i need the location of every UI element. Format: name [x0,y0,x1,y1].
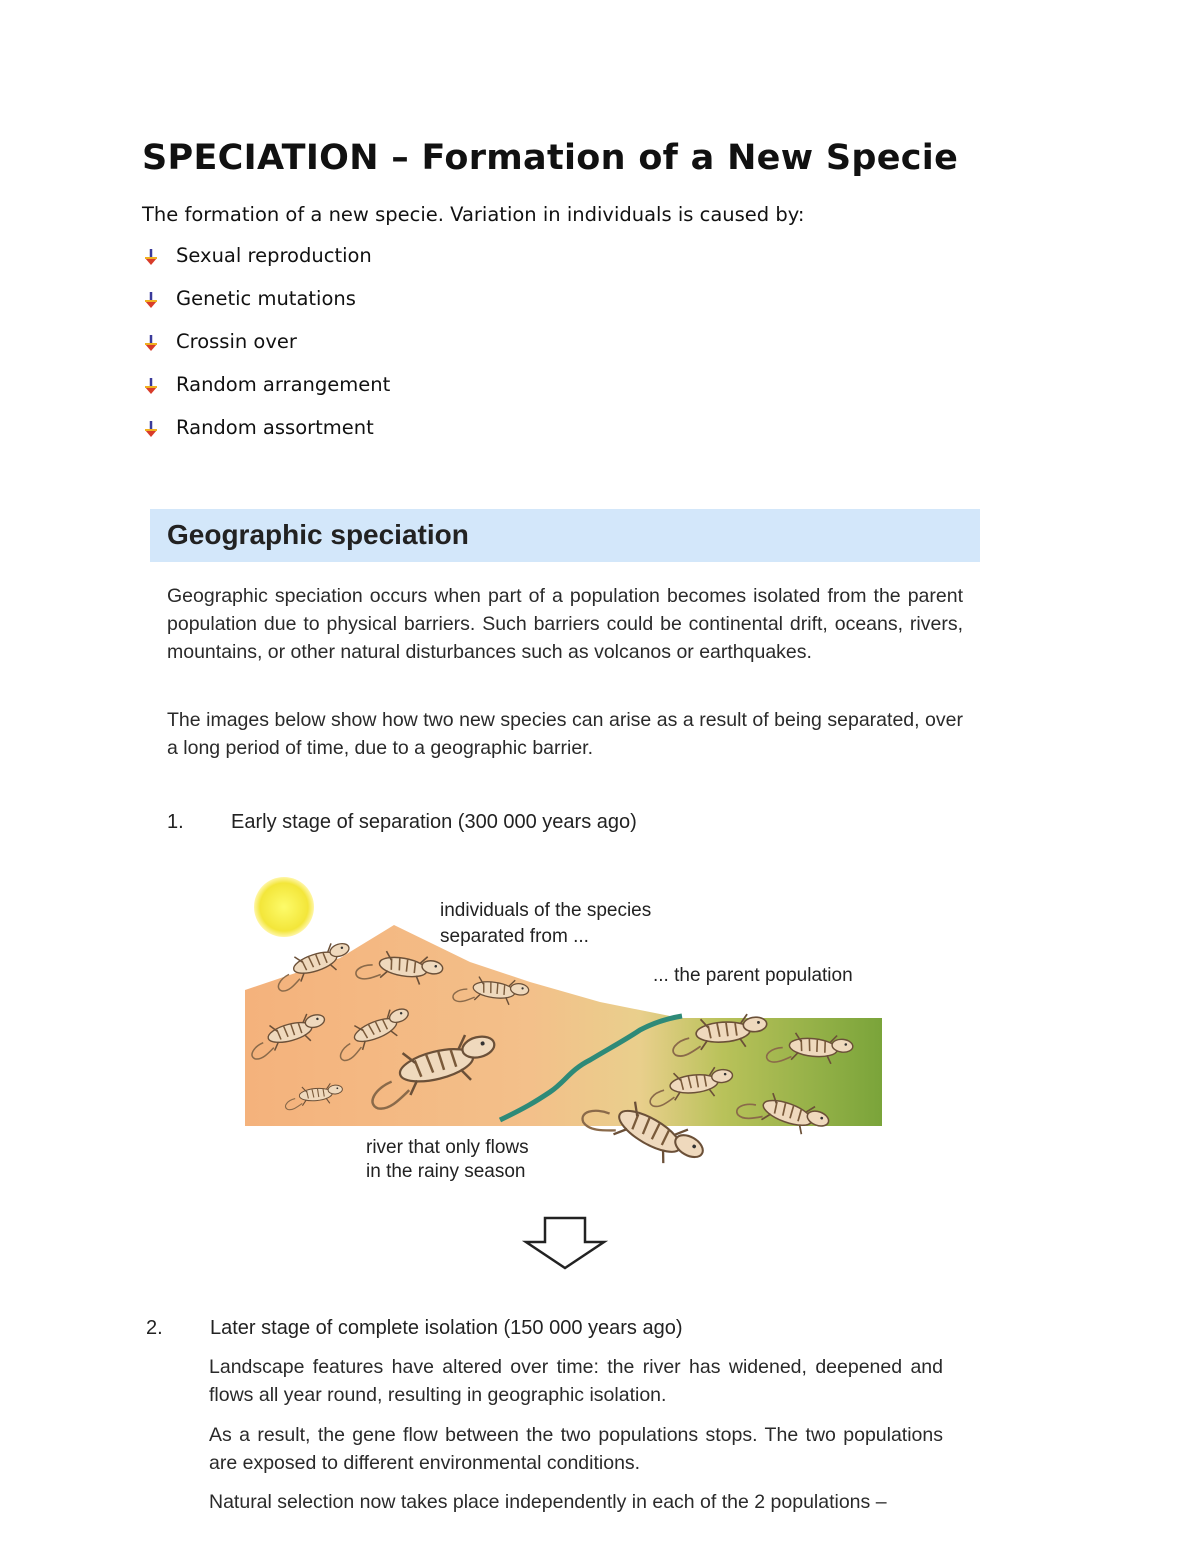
page-title: SPECIATION – Formation of a New Specie [142,138,959,178]
arrow-down-bullet-icon [142,420,160,438]
step-number: 2. [146,1317,163,1339]
label-separated-line2: separated from ... [440,926,589,947]
step-1-heading [167,811,637,834]
list-item-text: Crossin over [176,330,297,353]
list-item-text: Sexual reproduction [176,244,372,267]
figure-paragraph-4: As a result, the gene flow between the two populations stops. The two populations are exposed to different environmental conditions. [209,1424,943,1474]
list-item [142,330,390,373]
arrow-down-bullet-icon [142,334,160,352]
list-item [142,244,390,287]
arrow-down-bullet-icon [142,248,160,266]
variation-causes-list [142,244,390,459]
list-item [142,287,390,330]
figure-paragraph-1: Geographic speciation occurs when part of a population becomes isolated from the parent population due to physical barriers. Such barriers could be continental drift, oceans, rivers, mountains, or other natural disturbances such as volcanos or earthquakes. [167,585,963,663]
step-2-heading [146,1317,683,1340]
label-separated-line1: individuals of the species [440,900,652,921]
separation-illustration [170,870,890,1280]
label-river-line2: in the rainy season [366,1161,526,1182]
figure-paragraph-2: The images below show how two new species can arise as a result of being separated, over a long period of time, due to a geographic barrier. [167,709,963,759]
intro-text: The formation of a new specie. Variation in individuals is caused by: [142,203,805,226]
label-river-line1: river that only flows [366,1137,529,1158]
figure-title: Geographic speciation [167,519,469,550]
list-item [142,373,390,416]
list-item-text: Random arrangement [176,373,391,396]
step-text: Later stage of complete isolation (150 000 years ago) [210,1317,683,1339]
list-item-text: Genetic mutations [176,287,356,310]
step-text: Early stage of separation (300 000 years ago) [231,811,637,833]
step-number: 1. [167,811,184,833]
figure-header [150,509,980,562]
down-arrow-icon [526,1218,604,1268]
label-parent-population: ... the parent population [653,965,853,986]
arrow-down-bullet-icon [142,291,160,309]
arrow-down-bullet-icon [142,377,160,395]
list-item-text: Random assortment [176,416,374,439]
list-item [142,416,390,459]
figure-paragraph-3: Landscape features have altered over time: the river has widened, deepened and flows all year round, resulting in geographic isolation. [209,1356,943,1406]
figure-paragraph-5: Natural selection now takes place independently in each of the 2 populations – [209,1491,887,1513]
sun-icon [254,877,314,937]
